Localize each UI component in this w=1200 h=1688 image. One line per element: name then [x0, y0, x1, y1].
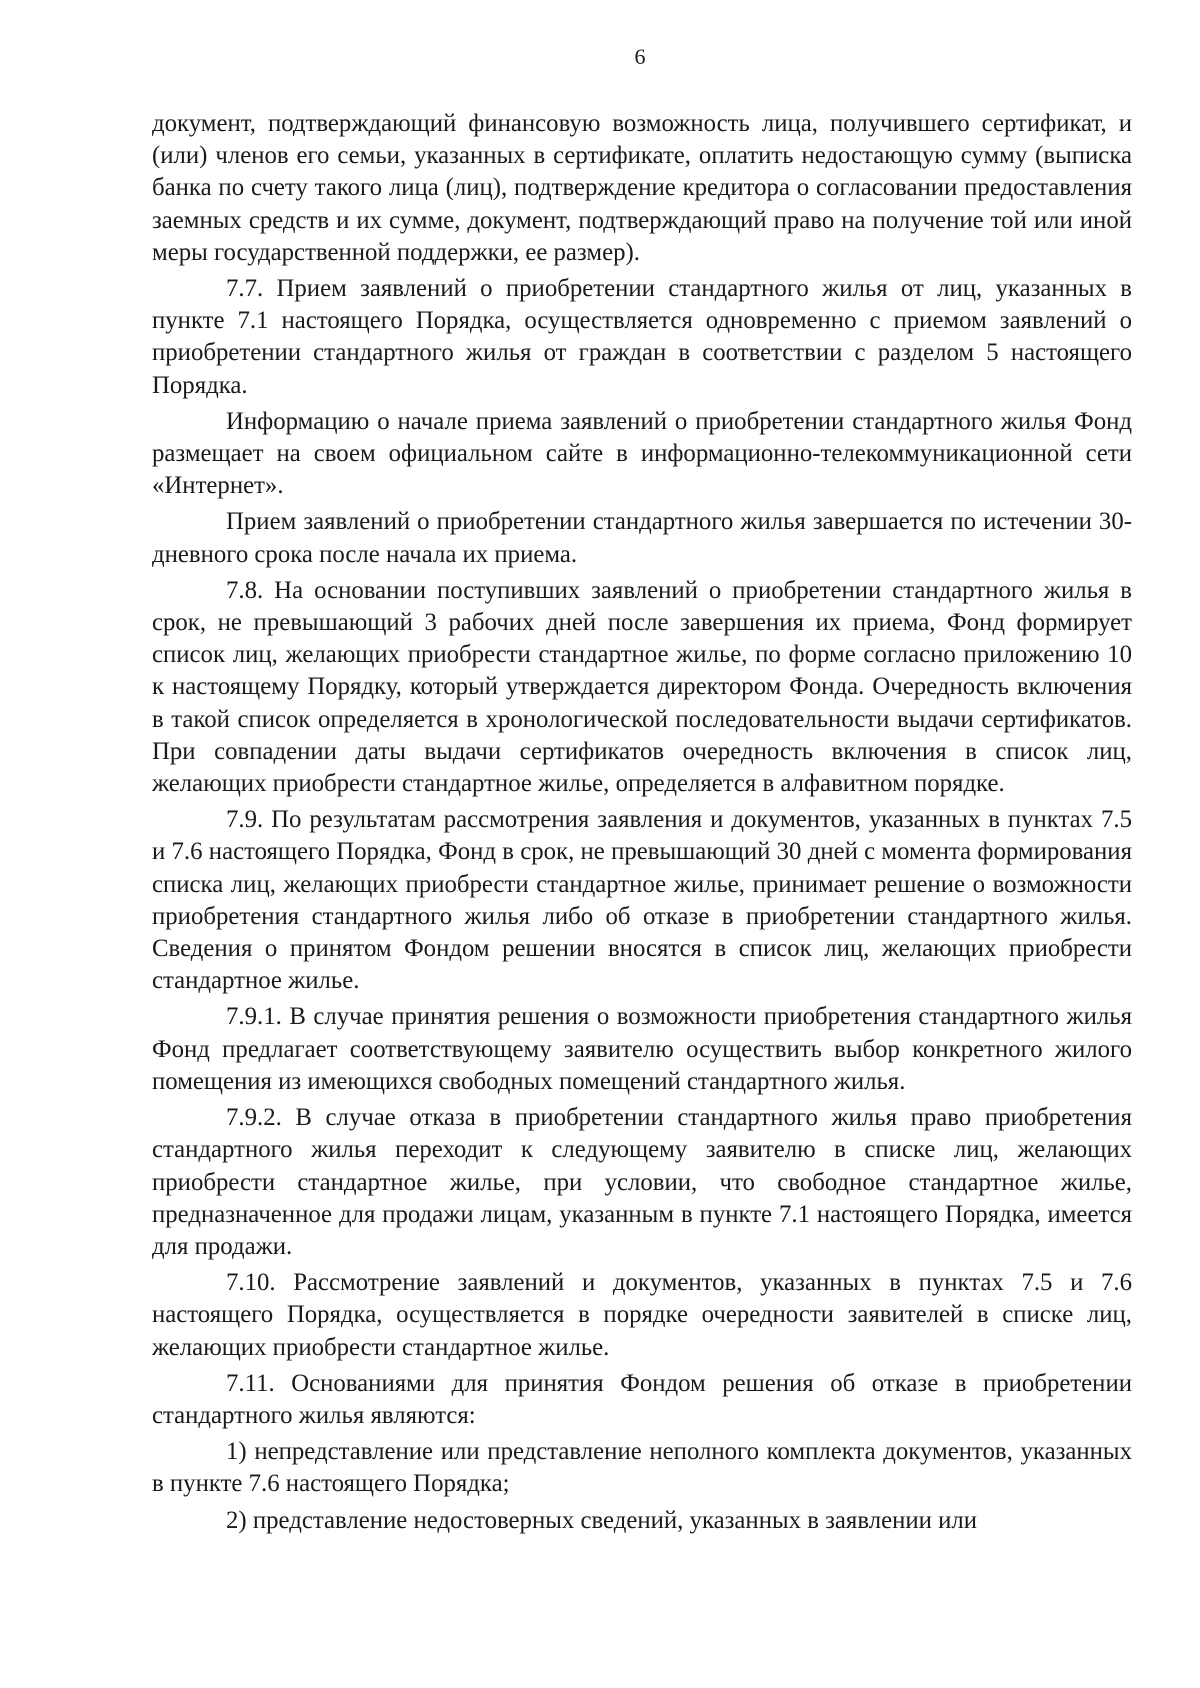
paragraph: 7.11. Основаниями для принятия Фондом решения об отказе в приобретении стандартного жилья являются:	[152, 1369, 1132, 1429]
paragraph: 7.10. Рассмотрение заявлений и документов, указанных в пунктах 7.5 и 7.6 настоящего Порядка, осуществляется в порядке очередности заявителей в списке лиц, желающих приобрести стандартное жилье.	[152, 1269, 1132, 1361]
page-number: 6	[634, 44, 646, 69]
paragraph: 7.9. По результатам рассмотрения заявления и документов, указанных в пунктах 7.5 и 7.6 настоящего Порядка, Фонд в срок, не превышающий 30 дней с момента формирования списка лиц, желающих приобрести стандартное жилье, принимает решение о возможности приобретения стандартного жилья либо об отказе в приобретении стандартного жилья. Сведения о принятом Фондом решении вносятся в список лиц, желающих приобрести стандартное жилье.	[152, 806, 1132, 995]
paragraph: Информацию о начале приема заявлений о приобретении стандартного жилья Фонд размещает на своем официальном сайте в информационно-телекоммуникационной сети «Интернет».	[152, 407, 1132, 500]
paragraph: 7.9.2. В случае отказа в приобретении стандартного жилья право приобретения стандартного жилья переходит к следующему заявителю в списке лиц, желающих приобрести стандартное жилье, при условии, что свободное стандартное жилье, предназначенное для продажи лицам, указанным в пункте 7.1 настоящего Порядка, имеется для продажи.	[152, 1104, 1132, 1260]
document-body	[152, 108, 1132, 1541]
paragraph: Прием заявлений о приобретении стандартного жилья завершается по истечении 30-дневного срока после начала их приема.	[152, 508, 1132, 568]
paragraph: 1) непредставление или представление неполного комплекта документов, указанных в пункте 7.6 настоящего Порядка;	[152, 1438, 1132, 1498]
paragraph: 7.9.1. В случае принятия решения о возможности приобретения стандартного жилья Фонд предлагает соответствующему заявителю осуществить выбор конкретного жилого помещения из имеющихся свободных помещений стандартного жилья.	[152, 1003, 1132, 1095]
paragraph: 7.8. На основании поступивших заявлений о приобретении стандартного жилья в срок, не превышающий 3 рабочих дней после завершения их приема, Фонд формирует список лиц, желающих приобрести стандартное жилье, по форме согласно приложению 10 к настоящему Порядку, который утверждается директором Фонда. Очередность включения в такой список определяется в хронологической последовательности выдачи сертификатов. При совпадении даты выдачи сертификатов очередность включения в список лиц, желающих приобрести стандартное жилье, определяется в алфавитном порядке.	[152, 576, 1132, 798]
paragraph: документ, подтверждающий финансовую возможность лица, получившего сертификат, и (или) членов его семьи, указанных в сертификате, оплатить недостающую сумму (выписка банка по счету такого лица (лиц), подтверждение кредитора о согласовании предоставления заемных средств и их сумме, документ, подтверждающий право на получение той или иной меры государственной поддержки, ее размер).	[152, 110, 1132, 266]
paragraph: 7.7. Прием заявлений о приобретении стандартного жилья от лиц, указанных в пункте 7.1 настоящего Порядка, осуществляется одновременно с приемом заявлений о приобретении стандартного жилья от граждан в соответствии с разделом 5 настоящего Порядка.	[152, 275, 1132, 399]
paragraph: 2) представление недостоверных сведений, указанных в заявлении или	[226, 1506, 978, 1534]
